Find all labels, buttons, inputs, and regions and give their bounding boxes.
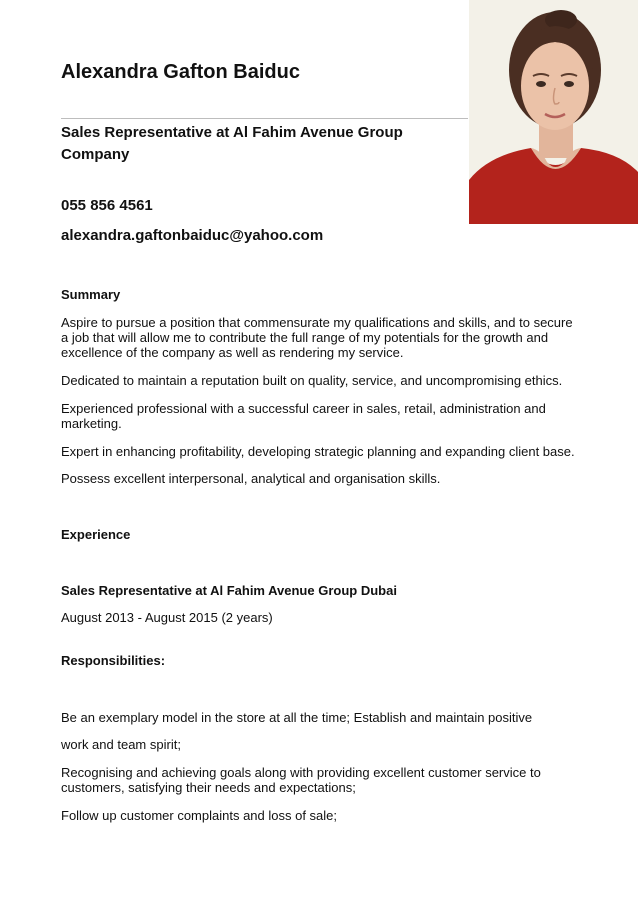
responsibility-item: Follow up customer complaints and loss of sale; [61, 808, 338, 823]
responsibility-item: work and team spirit; [61, 737, 181, 752]
summary-paragraph: Experienced professional with a successful career in sales, retail, administration and marketing. [61, 401, 546, 431]
summary-paragraph: Expert in enhancing profitability, developing strategic planning and expanding client base. [61, 444, 575, 459]
responsibility-item: Be an exemplary model in the store at all the time; Establish and maintain positive [61, 710, 533, 725]
name-heading: Alexandra Gafton Baiduc [61, 61, 300, 83]
email-address: alexandra.gaftonbaiduc@yahoo.com [61, 227, 324, 244]
summary-paragraph: Aspire to pursue a position that commensurate my qualifications and skills, and to secure a job that will allow me to contribute the full range of my potentials for the growth and excellence of the company as well as rendering my service. [61, 315, 573, 360]
headline: Sales Representative at Al Fahim Avenue Group Company [61, 124, 403, 163]
summary-title: Summary [61, 287, 121, 302]
job-dates: August 2013 - August 2015 (2 years) [61, 610, 273, 625]
header-divider [61, 118, 468, 119]
responsibilities-title: Responsibilities: [61, 653, 166, 668]
phone-number: 055 856 4561 [61, 197, 153, 214]
job-title: Sales Representative at Al Fahim Avenue Group Dubai [61, 583, 397, 598]
profile-photo [469, 0, 638, 224]
summary-paragraph: Possess excellent interpersonal, analytical and organisation skills. [61, 471, 441, 486]
responsibility-item: Recognising and achieving goals along with providing excellent customer service to customers, satisfying their needs and expectations; [61, 765, 541, 795]
experience-title: Experience [61, 527, 131, 542]
summary-paragraph: Dedicated to maintain a reputation built on quality, service, and uncompromising ethics. [61, 373, 563, 388]
